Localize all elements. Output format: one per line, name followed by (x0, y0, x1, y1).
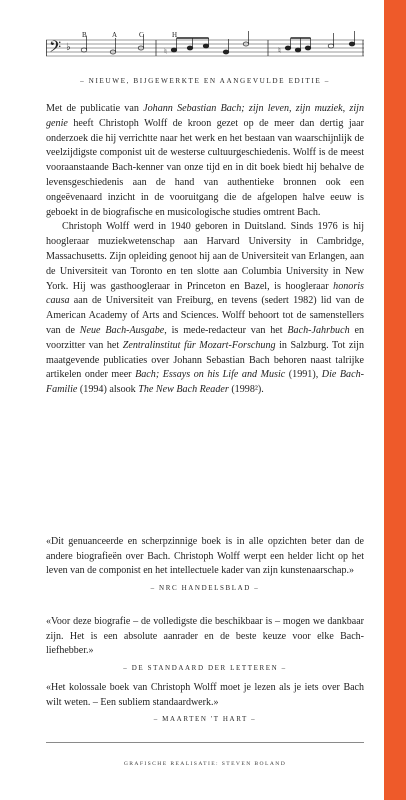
svg-text:𝄢: 𝄢 (49, 38, 62, 60)
quote-text: «Dit genuanceerde en scherpzinnige boek is in alle opzichten beter dan de andere biografieën over Bach. Christoph Wolff werpt een helder licht op het leven van de componist en het intellectuele kader van zijn kunstenaarschap.» (46, 536, 364, 576)
review-quote-2 (46, 615, 364, 675)
divider-line (46, 742, 364, 743)
accent-side-bar (384, 0, 406, 800)
design-credit: GRAFISCHE REALISATIE: STEVEN BOLAND (123, 761, 287, 767)
svg-text:♮: ♮ (278, 46, 281, 55)
staff-letter-b: B (82, 31, 87, 39)
svg-text:♮: ♮ (164, 47, 167, 56)
edition-note: – NIEUWE, BIJGEWERKTE EN AANGEVULDE EDITIE – (80, 77, 330, 85)
author-bio-paragraph: Christoph Wolff werd in 1940 geboren in Duitsland. Sinds 1976 is hij hoogleraar muziekwetenschap aan Harvard University in Cambridge, Massachusetts. Zijn opleiding genoot hij aan de Universiteit van Erlangen, aan de Universiteit van Toronto en ten slotte aan Columbia University in New York. Hij was gasthoogleraar in Princeton en Bazel, is hoogleraar honoris causa aan de Universiteit van Freiburg, en tevens (sedert 1982) lid van de American Academy of Arts and Sciences. Wolff behoort tot de samenstellers van de Neue Bach-Ausgabe, is mede-redacteur van het Bach-Jahrbuch en voorzitter van het Zentralinstitut für Mozart-Forschung in Salzburg. Tot zijn maatgevende publicaties over Johann Sebastian Bach behoren naast talrijke artikelen onder meer Bach; Essays on his Life and Music (1991), Die Bach-Familie (1994) alsook The New Bach Reader (1998²). (46, 221, 365, 396)
quote-source: – NRC HANDELSBLAD – (150, 583, 260, 592)
staff-letter-a: A (112, 31, 118, 39)
review-quote-3 (46, 681, 364, 727)
blurb-body (46, 102, 364, 398)
book-title: Johann Sebastian Bach; zijn leven, zijn muziek, zijn genie (46, 103, 364, 129)
quote-text: «Voor deze biografie – de volledigste die beschikbaar is – mogen we dankbaar zijn. Het is een absolute aanrader en de beste keuze voor elke Bach-liefhebber.» (46, 616, 364, 656)
staff-letter-c: C (139, 31, 144, 39)
blurb-paragraph-1: Met de publicatie van Johann Sebastian Bach; zijn leven, zijn muziek, zijn genie heeft Christoph Wolff de kroon gezet op de meer dan dertig jaar onderzoek die hij verrichtte naar het werk en het bestaan van waarschijnlijk de veelzijdigste componist uit de westerse cultuurgeschiedenis. Wolff is de meest vooraanstaande Bach-kenner van onze tijd en in dit boek biedt hij behalve de levensgeschiedenis aan de hand van authentieke bronnen ook een ongeëvenaard inzicht in de vooruitgang die de afgelopen halve eeuw is geboekt in de biografische en musicologische studies omtrent Bach. (46, 103, 364, 218)
music-staff-bach-motif (46, 30, 364, 60)
quote-text: «Het kolossale boek van Christoph Wolff moet je lezen als je iets over Bach wilt weten. – Een subliem standaardwerk.» (46, 682, 364, 708)
quote-source: – DE STANDAARD DER LETTEREN – (123, 663, 287, 672)
svg-text:♭: ♭ (66, 42, 71, 53)
staff-letter-h: H (172, 31, 178, 39)
review-quote-1 (46, 535, 364, 595)
quote-source: – MAARTEN 'T HART – (153, 715, 257, 723)
back-cover-content (46, 0, 364, 800)
